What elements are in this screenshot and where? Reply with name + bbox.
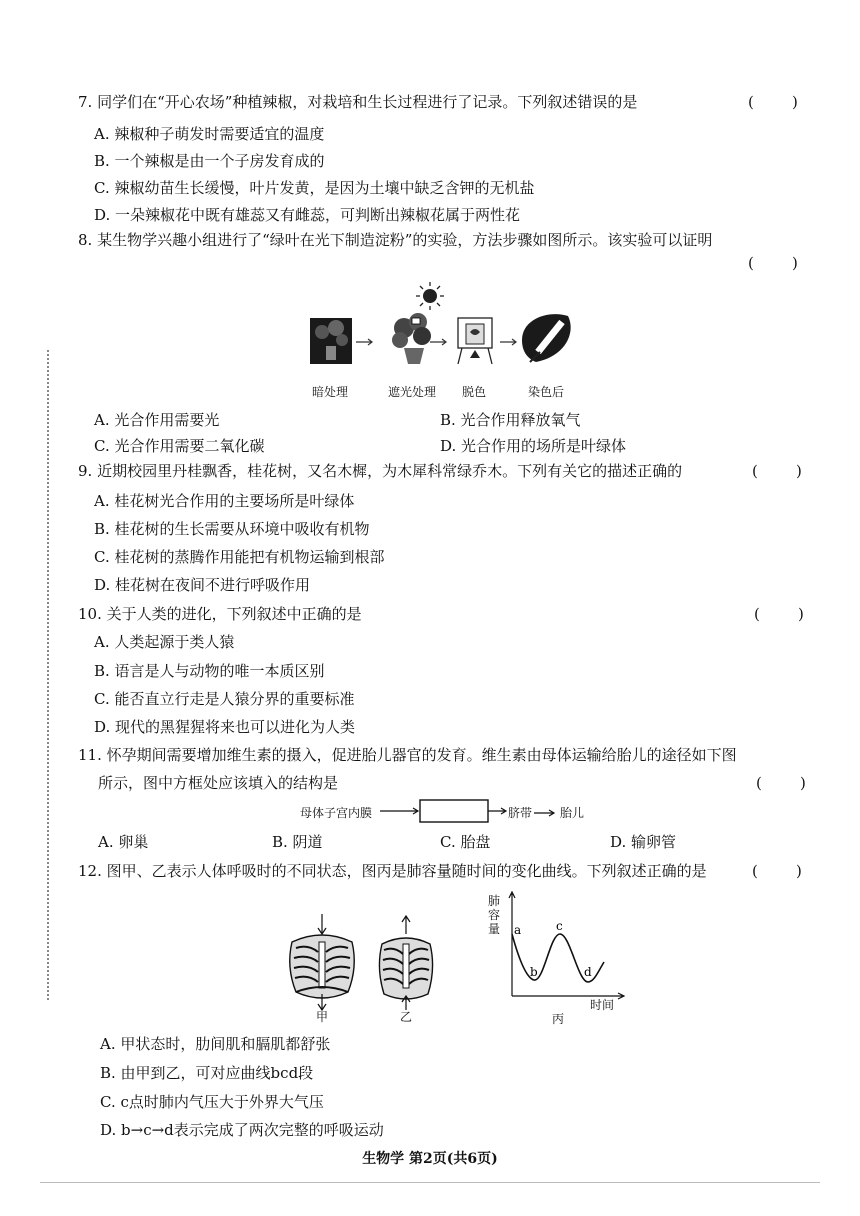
decolorize-apparatus-icon — [458, 318, 492, 364]
chart-xlabel: 时间 — [590, 998, 615, 1012]
q10-option-d: D. 现代的黑猩猩将来也可以进化为人类 — [94, 718, 356, 736]
q7-answer-bracket: ( ) — [748, 93, 798, 111]
q9-answer-bracket: ( ) — [752, 462, 802, 480]
sun-icon — [416, 282, 444, 310]
q12-option-b: B. 由甲到乙，可对应曲线bcd段 — [100, 1064, 314, 1082]
q11-answer-bracket: ( ) — [756, 774, 806, 792]
q12-label-jia: 甲 — [316, 1010, 329, 1024]
q12-option-a: A. 甲状态时，肋间肌和膈肌都舒张 — [100, 1035, 331, 1053]
q8-label-shade: 遮光处理 — [388, 385, 437, 399]
q11-option-b: B. 阴道 — [272, 833, 323, 851]
q9-option-a: A. 桂花树光合作用的主要场所是叶绿体 — [94, 492, 355, 510]
q9-stem: 9. 近期校园里丹桂飘香，桂花树，又名木樨，为木犀科常绿乔木。下列有关它的描述正确的 — [78, 462, 683, 480]
binding-margin-dots — [47, 350, 49, 1000]
q8-label-decolor: 脱色 — [462, 385, 487, 399]
q7-option-b: B. 一个辣椒是由一个子房发育成的 — [94, 152, 325, 170]
stained-leaf-icon — [522, 314, 571, 362]
point-label-c: c — [556, 919, 563, 933]
q12-label-yi: 乙 — [400, 1010, 413, 1024]
lung-volume-chart — [500, 886, 630, 1006]
q11-flow-diagram — [380, 798, 560, 824]
q10-option-a: A. 人类起源于类人猿 — [94, 633, 235, 651]
q11-option-d: D. 输卵管 — [610, 833, 677, 851]
q8-answer-bracket: ( ) — [748, 254, 798, 272]
shaded-plant-icon — [392, 313, 431, 364]
q12-option-c: C. c点时肺内气压大于外界大气压 — [100, 1093, 324, 1111]
q11-blank-box — [420, 800, 488, 822]
q11-flow-end: 胎儿 — [560, 806, 585, 820]
page-footer: 生物学 第2页(共6页) — [362, 1151, 498, 1167]
dark-treatment-box — [310, 318, 352, 364]
q8-label-stained: 染色后 — [528, 385, 565, 399]
q12-option-d: D. b→c→d表示完成了两次完整的呼吸运动 — [100, 1121, 384, 1139]
q8-option-a: A. 光合作用需要光 — [94, 411, 220, 429]
q10-stem: 10. 关于人类的进化，下列叙述中正确的是 — [78, 605, 362, 623]
q8-option-d: D. 光合作用的场所是叶绿体 — [440, 437, 627, 455]
q11-stem-line1: 11. 怀孕期间需要增加维生素的摄入，促进胎儿器官的发育。维生素由母体运输给胎儿的途径如下图 — [78, 746, 737, 764]
q11-stem-line2: 所示，图中方框处应该填入的结构是 — [98, 774, 339, 792]
q8-experiment-figure — [300, 282, 590, 380]
footer-rule — [40, 1182, 820, 1183]
point-label-b: b — [530, 965, 538, 979]
point-label-a: a — [514, 923, 522, 937]
q7-option-a: A. 辣椒种子萌发时需要适宜的温度 — [94, 125, 325, 143]
q8-option-b: B. 光合作用释放氧气 — [440, 411, 581, 429]
q7-option-c: C. 辣椒幼苗生长缓慢，叶片发黄，是因为土壤中缺乏含钾的无机盐 — [94, 179, 535, 197]
point-label-d: d — [584, 965, 592, 979]
q11-option-c: C. 胎盘 — [440, 833, 491, 851]
q9-option-c: C. 桂花树的蒸腾作用能把有机物运输到根部 — [94, 548, 385, 566]
q8-label-dark: 暗处理 — [312, 385, 349, 399]
q10-answer-bracket: ( ) — [754, 605, 804, 623]
q12-answer-bracket: ( ) — [752, 862, 802, 880]
q8-option-c: C. 光合作用需要二氧化碳 — [94, 437, 265, 455]
q10-option-b: B. 语言是人与动物的唯一本质区别 — [94, 662, 325, 680]
q9-option-d: D. 桂花树在夜间不进行呼吸作用 — [94, 576, 311, 594]
q10-option-c: C. 能否直立行走是人猿分界的重要标准 — [94, 690, 355, 708]
q7-stem: 7. 同学们在“开心农场”种植辣椒，对栽培和生长过程进行了记录。下列叙述错误的是 — [78, 93, 638, 111]
q7-option-d: D. 一朵辣椒花中既有雄蕊又有雌蕊，可判断出辣椒花属于两性花 — [94, 206, 521, 224]
q11-option-a: A. 卵巢 — [98, 833, 149, 851]
q11-flow-mid: 脐带 — [508, 806, 533, 820]
q12-stem: 12. 图甲、乙表示人体呼吸时的不同状态，图丙是肺容量随时间的变化曲线。下列叙述正确的是 — [78, 862, 707, 880]
chart-ylabel: 肺容量 — [488, 894, 501, 936]
q12-label-bing: 丙 — [552, 1012, 565, 1026]
ribcage-jia-icon — [282, 912, 362, 1012]
ribcage-yi-icon — [374, 912, 438, 1012]
q8-stem: 8. 某生物学兴趣小组进行了“绿叶在光下制造淀粉”的实验，方法步骤如图所示。该实验可以证明 — [78, 231, 713, 249]
q11-flow-arrow-icon — [534, 806, 558, 820]
q9-option-b: B. 桂花树的生长需要从环境中吸收有机物 — [94, 520, 370, 538]
q11-flow-start: 母体子宫内膜 — [300, 806, 373, 820]
